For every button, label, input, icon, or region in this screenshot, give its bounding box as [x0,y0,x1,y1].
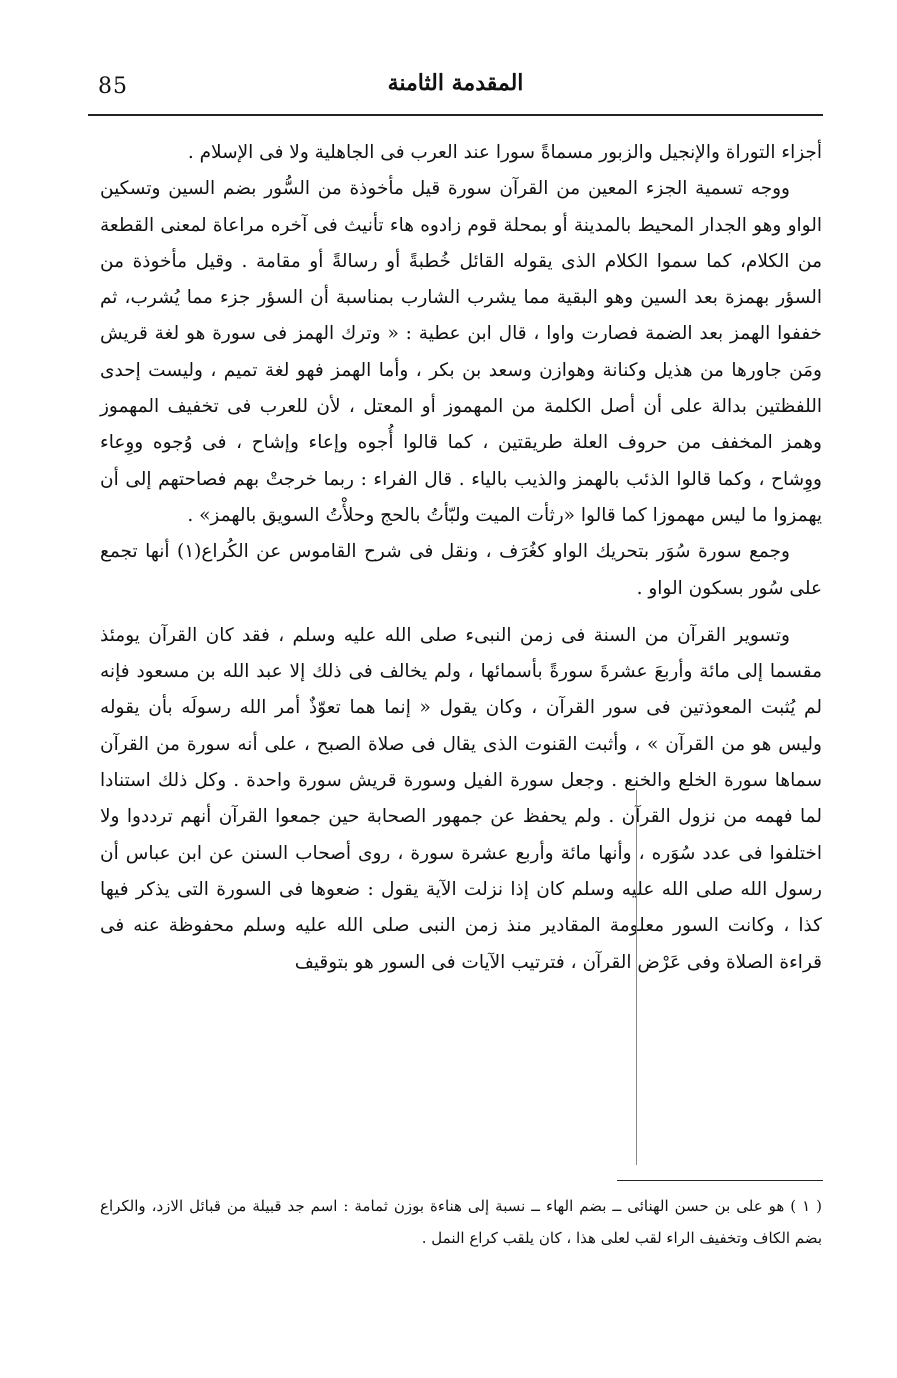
paragraph: أجزاء التوراة والإنجيل والزبور مسماةً سورا عند العرب فى الجاهلية ولا فى الإسلام . [187,142,822,163]
footnotes [100,1190,822,1254]
main-text [100,135,822,981]
footnote-separator [617,1180,823,1181]
page-number: 85 [98,74,128,99]
paragraph: وتسوير القرآن من السنة فى زمن النبىء صلى الله عليه وسلم ، فقد كان القرآن يومئذ مقسما إلى مائة وأربعَ عشرةَ سورةً بأسمائها ، ولم يخالف فى ذلك إلا عبد الله بن مسعود فإنه لم يُثبت المعوذتين فى سور القرآن ، وكان يقول « إنما هما تعوّذٌ أمر الله رسولَه بأن يقوله وليس هو من القرآن » ، وأثبت القنوت الذى يقال فى صلاة الصبح ، على أنه سورة من القرآن سماها سورة الخلع والخنع . وجعل سورة الفيل وسورة قريش سورة واحدة . وكل ذلك استنادا لما فهمه من نزول القرآن . ولم يحفظ عن جمهور الصحابة حين جمعوا القرآن أنهم ترددوا ولا اختلفوا فى عدد سُوَره ، وأنها مائة وأربع عشرة سورة ، روى أصحاب السنن عن ابن عباس أن رسول الله صلى الله عليه وسلم كان إذا نزلت الآية يقول : ضعوها فى السورة التى يذكر فيها كذا ، وكانت السور معلومة المقادير منذ زمن النبى صلى الله عليه وسلم محفوظة عنه فى قراءة الصلاة وفى عَرْض القرآن ، فترتيب الآيات فى السور هو بتوقيف [100,624,822,973]
running-title: المقدمة الثامنة [387,70,524,96]
paragraph-gap [100,607,822,618]
paragraph: وجمع سورة سُوَر بتحريك الواو كغُرَف ، ونقل فى شرح القاموس عن الكُراع(١) أنها تجمع على سُور بسكون الواو . [100,541,822,599]
footnote: ( ١ ) هو على بن حسن الهنائى ــ بضم الهاء ــ نسبة إلى هناءة بوزن ثمامة : اسم جد قبيلة من قبائل الازد، والكراع بضم الكاف وتخفيف الراء لقب لعلى هذا ، كان يلقب كراع النمل . [100,1197,823,1247]
paragraph: ووجه تسمية الجزء المعين من القرآن سورة قيل مأخوذة من السُّور بضم السين وتسكين الواو وهو الجدار المحيط بالمدينة أو بمحلة قوم زادوه هاء تأنيث فى آخره مراعاة لمعنى القطعة من الكلام، كما سموا الكلام الذى يقوله القائل خُطبةً أو رسالةً أو مقامة . وقيل مأخوذة من السؤر بهمزة بعد السين وهو البقية مما يشرب الشارب بمناسبة أن السؤر جزء مما يُشرب، ثم خففوا الهمز بعد الضمة فصارت واوا ، قال ابن عطية : « وترك الهمز فى سورة هو لغة قريش ومَن جاورها من هذيل وكنانة وهوازن وسعد بن بكر ، وأما الهمز فهو لغة تميم ، وليست إحدى اللفظتين بدالة على أن أصل الكلمة من المهموز أو المعتل ، لأن للعرب فى تخفيف المهموز وهمز المخفف من حروف العلة طريقتين ، كما قالوا أُجوه وإعاء وإشاح ، فى وُجوه ووِعاء ووِشاح ، وكما قالوا الذئب بالهمز والذيب بالياء . قال الفراء : ربما خرجتْ بهم فصاحتهم إلى أن يهمزوا ما ليس مهموزا كما قالوا «رثأت الميت ولبّأتُ بالحج وحلأْتُ السويق بالهمز» . [100,178,822,526]
page-header [88,70,823,116]
margin-mark-line [636,790,637,1165]
